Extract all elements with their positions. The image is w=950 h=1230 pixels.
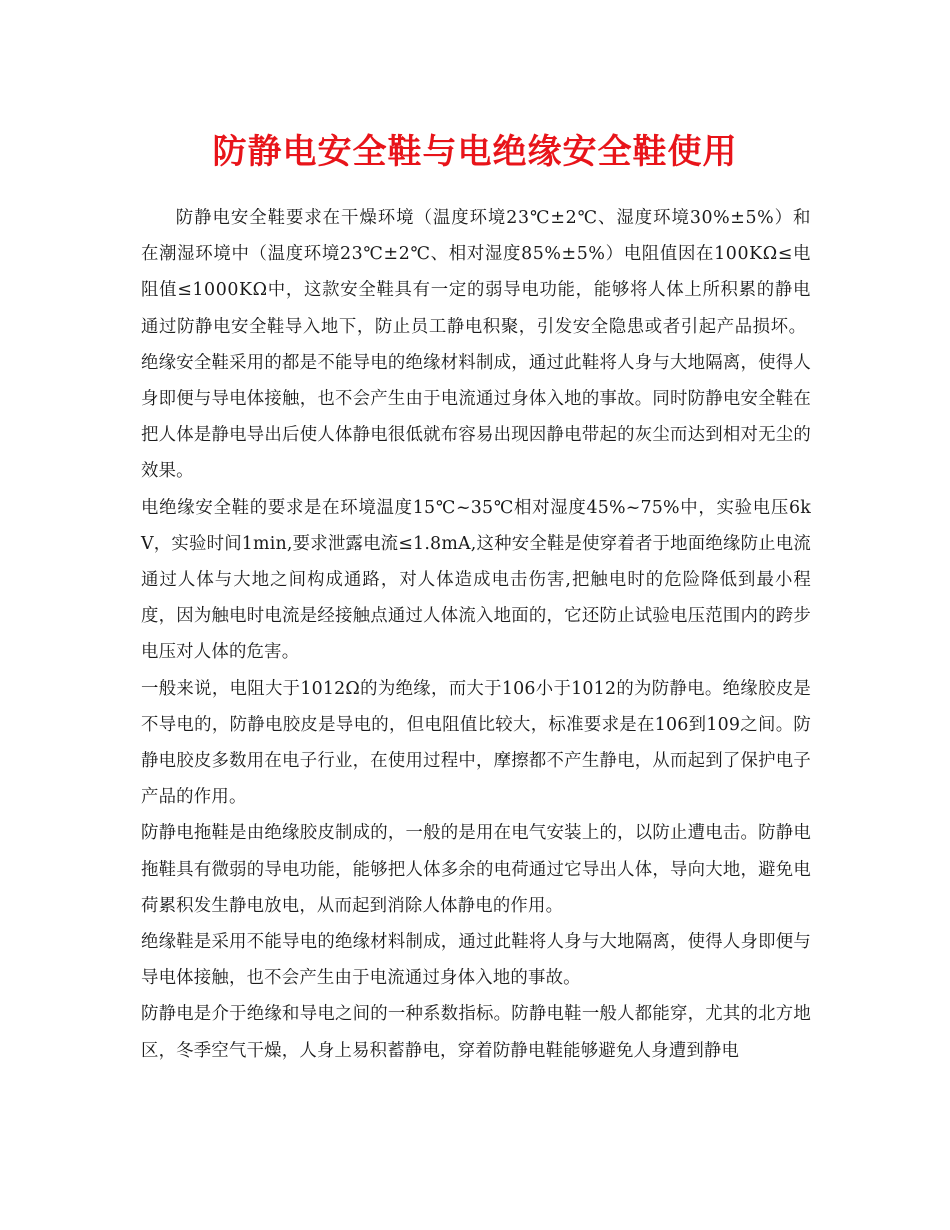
paragraph-antistatic-index: 防静电是介于绝缘和导电之间的一种系数指标。防静电鞋一般人都能穿，尤其的北方地区，冬季空气干燥，人身上易积蓄静电，穿着防静电鞋能够避免人身遭到静电 bbox=[141, 1004, 811, 1061]
paragraph-antistatic-requirements: 防静电安全鞋要求在干燥环境（温度环境23℃±2℃、湿度环境30%±5%）和在潮湿环境中（温度环境23℃±2℃、相对湿度85%±5%）电阻值因在100KΩ≤电阻值≤1000KΩ中，这款安全鞋具有一定的弱导电功能，能够将人体上所积累的静电通过防静电安全鞋导入地下，防止员工静电积聚，引发安全隐患或者引起产品损坏。 bbox=[141, 208, 811, 337]
paragraph-antistatic-slippers: 防静电拖鞋是由绝缘胶皮制成的，一般的是用在电气安装上的，以防止遭电击。防静电拖鞋具有微弱的导电功能，能够把人体多余的电荷通过它导出人体，导向大地，避免电荷累积发生静电放电，从而起到消除人体静电的作用。 bbox=[141, 823, 811, 916]
document-title: 防静电安全鞋与电绝缘安全鞋使用 bbox=[212, 132, 738, 172]
paragraph-resistance-ranges: 一般来说，电阻大于1012Ω的为绝缘，而大于106小于1012的为防静电。绝缘胶皮是不导电的，防静电胶皮是导电的，但电阻值比较大，标准要求是在106到109之间。防静电胶皮多数用在电子行业，在使用过程中，摩擦都不产生静电，从而起到了保护电子产品的作用。 bbox=[141, 678, 811, 808]
paragraph-electrical-insulation-requirements: 电绝缘安全鞋的要求是在环境温度15℃~35℃相对湿度45%~75%中，实验电压6kV，实验时间1min,要求泄露电流≤1.8mA,这种安全鞋是使穿着者于地面绝缘防止电流通过人体与大地之间构成通路，对人体造成电击伤害,把触电时的危险降低到最小程度，因为触电时电流是经接触点通过人体流入地面的，它还防止试验电压范围内的跨步电压对人体的危害。 bbox=[141, 497, 811, 663]
document-body bbox=[141, 200, 811, 1069]
paragraph-insulating-shoes: 绝缘安全鞋采用的都是不能导电的绝缘材料制成，通过此鞋将人身与大地隔离，使得人身即便与导电体接触，也不会产生由于电流通过身体入地的事故。同时防静电安全鞋在把人体是静电导出后使人体静电很低就布容易出现因静电带起的灰尘而达到相对无尘的效果。 bbox=[141, 352, 811, 482]
paragraph-insulating-footwear: 绝缘鞋是采用不能导电的绝缘材料制成，通过此鞋将人身与大地隔离，使得人身即便与导电体接触，也不会产生由于电流通过身体入地的事故。 bbox=[141, 932, 811, 989]
